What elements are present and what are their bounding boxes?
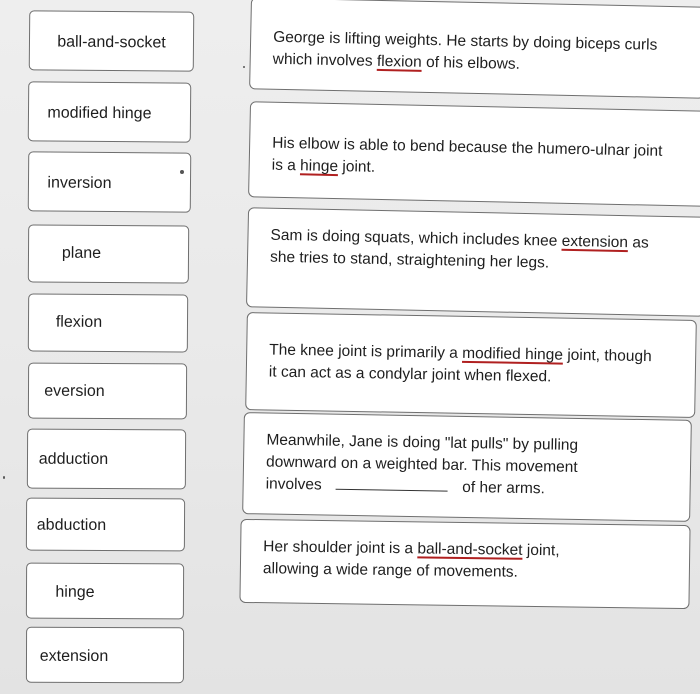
word-tile-label: plane xyxy=(61,244,102,262)
word-tile-extension[interactable] xyxy=(26,627,184,684)
answer-slot-1[interactable]: flexion xyxy=(376,52,422,71)
answer-slot-2[interactable]: hinge xyxy=(299,157,339,176)
statement-card-5 xyxy=(242,412,692,522)
statement-text: Her shoulder joint is a ball-and-socket joint, allowing a wide range of movements. xyxy=(262,538,560,581)
statement-text: George is lifting weights. He starts by doing biceps curls which involves flexion of his elbows. xyxy=(272,28,658,73)
word-tile-label: ball-and-socket xyxy=(57,33,166,52)
word-tile-modified-hinge[interactable] xyxy=(28,81,192,142)
word-tile-label: abduction xyxy=(36,516,107,534)
statement-text: His elbow is able to bend because the humero-ulnar joint is a hinge joint. xyxy=(271,134,663,176)
word-tile-label: flexion xyxy=(55,313,103,331)
answer-slot-6[interactable]: ball-and-socket xyxy=(417,540,523,559)
word-tile-label: hinge xyxy=(55,583,95,601)
word-tile-label: extension xyxy=(39,647,109,666)
word-bank xyxy=(0,0,240,694)
statement-text: Meanwhile, Jane is doing "lat pulls" by pulling downward on a weighted bar. This movement involves of her arms. xyxy=(265,431,579,498)
statement-card-6 xyxy=(239,519,690,609)
answer-slot-3[interactable]: extension xyxy=(561,232,629,252)
word-tile-plane[interactable] xyxy=(28,224,189,283)
word-tile-adduction[interactable] xyxy=(27,429,186,490)
word-tile-abduction[interactable] xyxy=(26,498,185,552)
word-tile-label: modified hinge xyxy=(47,104,152,123)
word-tile-hinge[interactable] xyxy=(26,563,184,620)
word-tile-ball-and-socket[interactable] xyxy=(29,10,195,71)
word-tile-flexion[interactable] xyxy=(28,293,188,352)
statement-text: The knee joint is primarily a modified hinge joint, though it can act as a condylar joint when flexed. xyxy=(268,341,652,386)
word-tile-eversion[interactable] xyxy=(28,363,187,420)
word-tile-label: adduction xyxy=(38,450,109,469)
answer-slot-4[interactable]: modified hinge xyxy=(462,344,564,364)
statement-card-1 xyxy=(249,0,700,99)
word-tile-inversion[interactable] xyxy=(28,151,192,212)
stray-mark xyxy=(180,170,184,174)
stray-mark xyxy=(243,66,245,68)
word-tile-label: inversion xyxy=(47,174,112,193)
stray-mark xyxy=(3,476,5,479)
word-tile-label: eversion xyxy=(44,382,105,400)
statement-card-4 xyxy=(245,312,697,418)
statement-card-3 xyxy=(246,207,700,317)
answer-drop-target-5[interactable] xyxy=(336,475,448,492)
statement-card-2 xyxy=(248,101,700,207)
statement-text: Sam is doing squats, which includes knee extension as she tries to stand, straightening her legs. xyxy=(269,226,649,272)
